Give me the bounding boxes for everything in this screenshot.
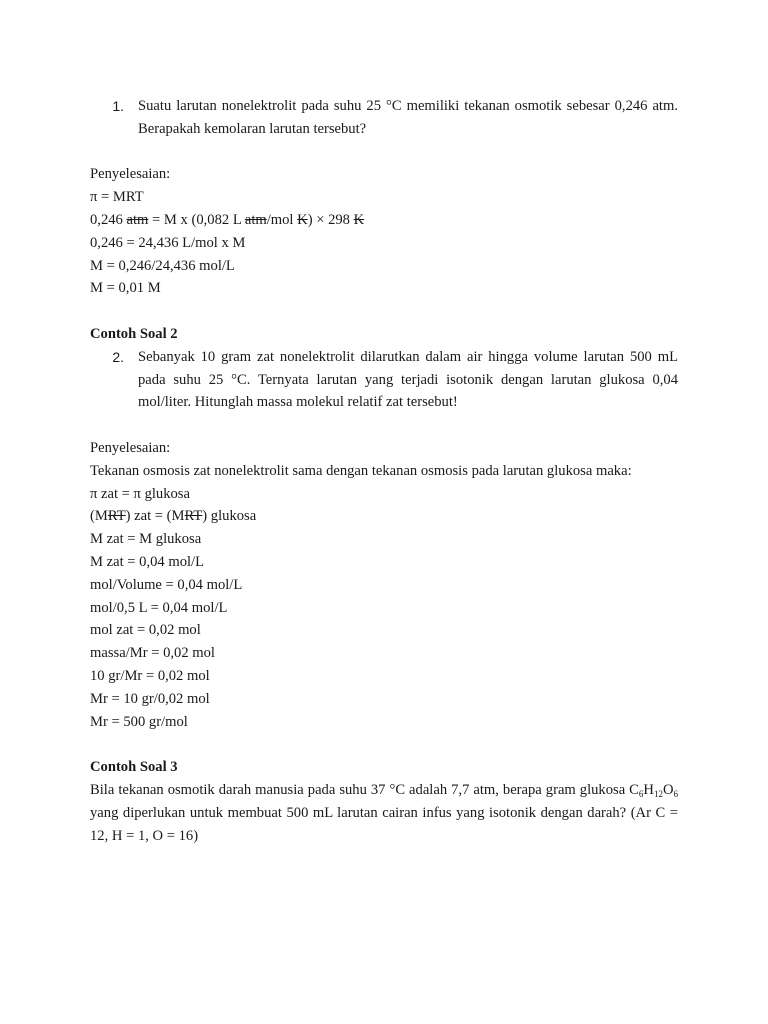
solution-line: mol/Volume = 0,04 mol/L: [90, 576, 243, 593]
solution-line: 10 gr/Mr = 0,02 mol: [90, 667, 210, 684]
solution-line: mol/0,5 L = 0,04 mol/L: [90, 599, 228, 616]
solution-line: 0,246 = 24,436 L/mol x M: [90, 234, 246, 251]
solution-line: Tekanan osmosis zat nonelektrolit sama dengan tekanan osmosis pada larutan glukosa maka:: [90, 462, 632, 479]
document-page: [90, 95, 678, 847]
solution-label: Penyelesaian:: [90, 166, 171, 183]
section-heading: Contoh Soal 2: [90, 325, 178, 342]
question-text: Suatu larutan nonelektrolit pada suhu 25 °C memiliki tekanan osmotik sebesar 0,246 atm. Berapakah kemolaran larutan tersebut?: [138, 98, 678, 137]
section-heading: Contoh Soal 3: [90, 759, 178, 776]
solution-line: M zat = 0,04 mol/L: [90, 553, 205, 570]
question-text: Sebanyak 10 gram zat nonelektrolit dilarutkan dalam air hingga volume larutan 500 mL pada suhu 25 °C. Ternyata larutan yang terjadi isotonik dengan larutan glukosa 0,04 mol/liter. Hitunglah massa molekul relatif zat tersebut!: [138, 348, 678, 411]
solution-line: M = 0,01 M: [90, 280, 161, 297]
question-3-text: Bila tekanan osmotik darah manusia pada suhu 37 °C adalah 7,7 atm, berapa gram glukosa $C_6H_{12}O_6$ yang diperlukan untuk membuat 500 mL larutan cairan infus yang isotonik dengan darah? (Ar C = 12, H = 1, O = 16): [90, 781, 678, 844]
solution-line: Mr = 500 gr/mol: [90, 713, 188, 730]
question-2: [90, 346, 678, 414]
solution-line: M = 0,246/24,436 mol/L: [90, 257, 235, 274]
solution-line: 0,246 atm = M x (0,082 L atm/mol K) × 298 K: [90, 211, 365, 228]
solution-line: (MRT) zat = (MRT) glukosa: [90, 508, 257, 525]
question-1: [90, 95, 678, 141]
solution-line: massa/Mr = 0,02 mol: [90, 645, 215, 662]
solution-line: mol zat = 0,02 mol: [90, 622, 201, 639]
solution-line: π zat = π glukosa: [90, 485, 190, 502]
solution-line: π = MRT: [90, 189, 144, 206]
question-number: 1.: [112, 98, 124, 114]
solution-label: Penyelesaian:: [90, 439, 171, 456]
solution-line: M zat = M glukosa: [90, 531, 202, 548]
solution-line: Mr = 10 gr/0,02 mol: [90, 690, 210, 707]
question-number: 2.: [112, 348, 124, 365]
